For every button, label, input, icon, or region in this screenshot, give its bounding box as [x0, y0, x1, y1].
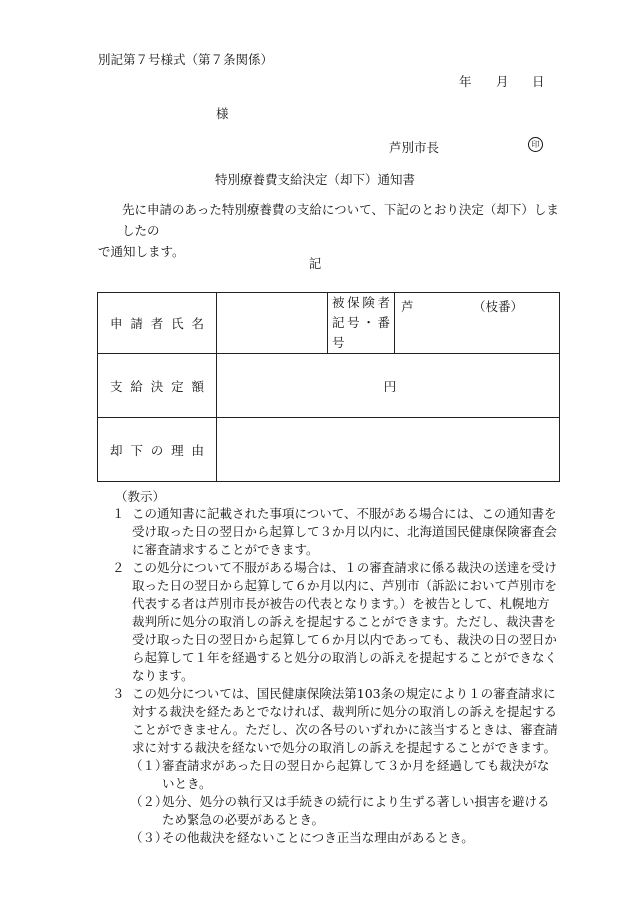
date-month-label: 月: [496, 74, 509, 89]
instructions-heading: （教示）: [115, 489, 166, 504]
seal-mark: 印: [528, 137, 543, 152]
instruction-subitem: [98, 829, 560, 847]
form-label: 別記第７号様式（第７条関係）: [98, 52, 274, 67]
instruction-text: この通知書に記載された事項について、不服がある場合には、この通知書を受け取った日の翌日から起算して３か月以内に、北海道国民健康保険審査会に審査請求することができます。: [132, 506, 558, 557]
instruction-text: この処分については、国民健康保険法第103条の規定により１の審査請求に対する裁決を経たあとでなければ、裁判所に処分の取消しの訴えを提起することができません。ただし、次の各号のいずれかに該当するときは、審査請求に対する裁決を経ないで処分の取消しの訴えを提起することができます。: [132, 686, 558, 755]
intro-paragraph: [98, 199, 560, 262]
subitem-number: （１）: [130, 758, 168, 773]
instructions-list: [98, 505, 560, 847]
insured-number-field[interactable]: [395, 293, 560, 354]
subitem-text: その他裁決を経ないことにつき正当な理由があるとき。: [162, 830, 474, 845]
subitem-text: 処分、処分の執行又は手続きの続行により生ずる著しい損害を避けるため緊急の必要があるとき。: [162, 794, 550, 827]
instruction-item: [98, 559, 560, 685]
instruction-number: １: [112, 506, 125, 521]
instruction-item: [98, 505, 560, 559]
instruction-subitem: [98, 757, 560, 793]
insured-number-label: [328, 293, 395, 354]
intro-line-2: で通知します。: [98, 244, 185, 259]
instruction-text: この処分について不服がある場合は、１の審査請求に係る裁決の送達を受け取った日の翌日から起算して６か月以内に、芦別市（訴訟において芦別市を代表する者は芦別市長が被告の代表となります。）を被告として、札幌地方裁判所に処分の取消しの訴えを提起することができます。ただし、裁決書を受け取った日の翌日から起算して６か月以内であっても、裁決の日の翌日から起算して１年を経過すると処分の取消しの訴えを提起することができなくなります。: [132, 560, 558, 683]
date-day-label: 日: [532, 74, 545, 89]
subitem-number: （３）: [130, 830, 168, 845]
document-title: 特別療養費支給決定（却下）通知書: [214, 172, 415, 187]
addressee-suffix: 様: [216, 106, 229, 121]
insured-label-line-1: 被保険者: [332, 295, 390, 310]
rejection-reason-label: 却下の理由: [98, 418, 217, 482]
intro-line-1: 先に申請のあった特別療養費の支給について、下記のとおり決定（却下）しましたの: [122, 202, 559, 238]
applicant-name-label: 申請者氏名: [98, 293, 217, 354]
amount-label: 支給決定額: [98, 354, 217, 418]
amount-field[interactable]: [217, 354, 560, 418]
instruction-subitem: [98, 793, 560, 829]
instruction-item: [98, 685, 560, 757]
info-table: [97, 292, 560, 482]
ki-heading: 記: [308, 256, 322, 271]
rejection-reason-field[interactable]: [217, 418, 560, 482]
amount-unit: 円: [383, 378, 397, 394]
applicant-name-field[interactable]: [217, 293, 328, 354]
instruction-number: ２: [112, 560, 125, 575]
sender-name: 芦別市長: [389, 140, 440, 155]
instruction-number: ３: [112, 686, 125, 701]
insured-label-line-2: 記号・番号: [332, 315, 390, 350]
insured-prefix: 芦: [401, 299, 414, 314]
subitem-number: （２）: [130, 794, 168, 809]
subitem-text: 審査請求があった日の翌日から起算して３か月を経過しても裁決がないとき。: [162, 758, 550, 791]
date-year-label: 年: [459, 74, 472, 89]
insured-branch: （枝番）: [472, 299, 523, 314]
